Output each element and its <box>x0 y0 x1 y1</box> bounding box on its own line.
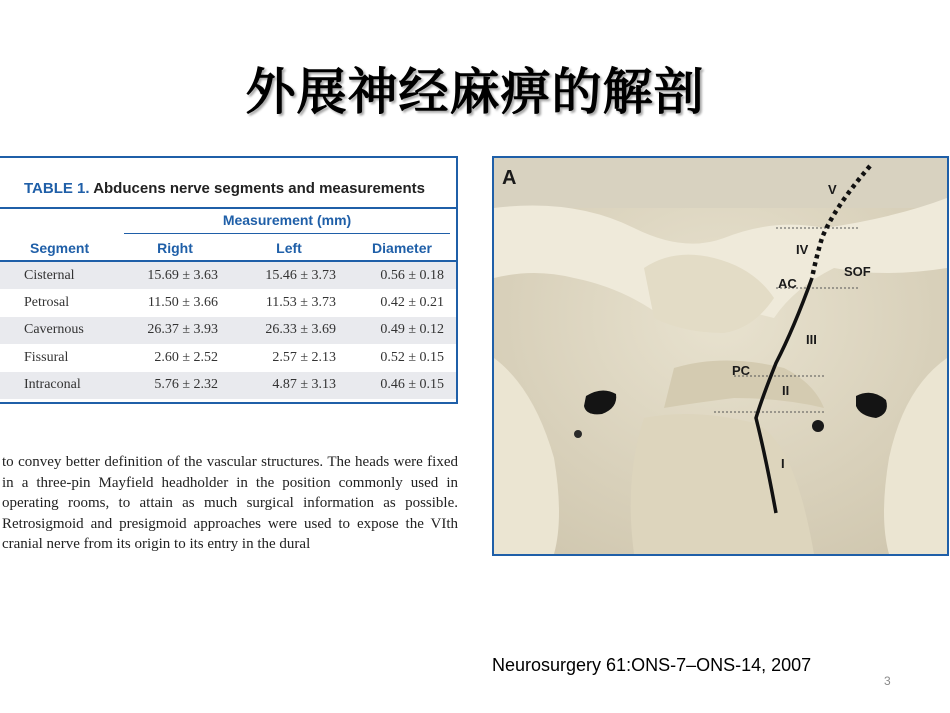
skull-base-photo <box>492 156 949 556</box>
column-header-diameter: Diameter <box>348 236 456 261</box>
table-row <box>0 261 456 289</box>
table-row <box>0 344 456 371</box>
cell-left: 11.53 ± 3.73 <box>265 295 336 311</box>
cell-diameter: 0.42 ± 0.21 <box>380 295 444 311</box>
table-row <box>0 372 456 399</box>
cell-right: 11.50 ± 3.66 <box>147 295 218 311</box>
cell-left: 26.33 ± 3.69 <box>230 317 348 344</box>
table-header-row <box>0 236 456 261</box>
label-pc: PC <box>732 363 751 378</box>
cell-segment: Cisternal <box>0 261 120 289</box>
cell-segment: Cavernous <box>0 317 120 344</box>
column-header-segment: Segment <box>0 236 120 261</box>
cell-diameter: 0.52 ± 0.15 <box>380 349 444 365</box>
table-row <box>0 317 456 344</box>
cell-segment: Petrosal <box>24 295 70 311</box>
cell-right: 26.37 ± 3.93 <box>120 317 230 344</box>
label-sof: SOF <box>844 264 871 279</box>
cell-right: 2.60 ± 2.52 <box>154 349 218 365</box>
skull-base-illustration <box>494 158 947 554</box>
table-caption-label: TABLE 1. <box>24 180 90 197</box>
measurement-group-header: Measurement (mm) <box>222 212 352 228</box>
label-iv: IV <box>796 242 809 257</box>
cell-left: 2.57 ± 2.13 <box>272 349 336 365</box>
cell-segment: Intraconal <box>0 372 120 399</box>
table-figure <box>0 156 458 404</box>
label-iii: III <box>806 332 817 347</box>
label-ii: II <box>782 383 790 398</box>
column-header-left: Left <box>230 236 348 261</box>
cell-diameter: 0.56 ± 0.18 <box>348 261 456 289</box>
table-caption <box>24 180 425 197</box>
label-ac: AC <box>778 276 797 291</box>
table-row <box>0 289 456 316</box>
slide-title: 外展神经麻痹的解剖 <box>245 63 705 121</box>
label-v: V <box>828 182 837 197</box>
page-number: 3 <box>884 674 891 688</box>
cell-left: 4.87 ± 3.13 <box>230 372 348 399</box>
cell-left: 15.46 ± 3.73 <box>230 261 348 289</box>
cell-diameter: 0.49 ± 0.12 <box>348 317 456 344</box>
panel-label: A <box>502 167 517 189</box>
label-i: I <box>781 456 785 471</box>
cell-right: 15.69 ± 3.63 <box>120 261 230 289</box>
cell-diameter: 0.46 ± 0.15 <box>348 372 456 399</box>
measurement-group-rule <box>124 233 450 234</box>
article-body-text: to convey better definition of the vascular structures. The heads were fixed in a three-pin Mayfield headholder in the position commonly used in operating rooms, to attain as much surgical information as possible. Retrosigmoid and presigmoid approaches were used to expose the VIth cranial nerve from its origin to its entry in the dural <box>2 454 458 553</box>
table-caption-text: Abducens nerve segments and measurements <box>93 180 425 197</box>
cell-segment: Fissural <box>24 349 69 365</box>
citation: Neurosurgery 61:ONS-7–ONS-14, 2007 <box>492 655 812 675</box>
measurements-table <box>0 236 456 399</box>
cell-right: 5.76 ± 2.32 <box>120 372 230 399</box>
table-top-rule <box>0 207 456 209</box>
column-header-right: Right <box>120 236 230 261</box>
